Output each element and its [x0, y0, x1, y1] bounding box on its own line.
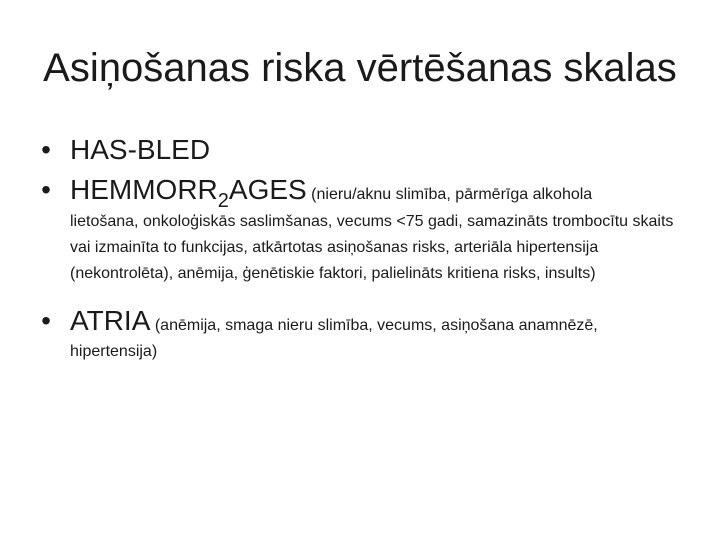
bullet-list: [36, 130, 676, 365]
bullet-detail-continuation: hipertensija): [70, 343, 158, 360]
bullet-main-text: [70, 174, 307, 212]
bullet-main-suffix: AGES: [228, 174, 307, 205]
bullet-main-text: HAS-BLED: [70, 134, 211, 165]
bullet-detail-first-line: (anēmija, smaga nieru slimība, vecums, asiņošana anamnēzē,: [154, 317, 598, 334]
bullet-main-subscript: 2: [217, 190, 229, 212]
bullet-dot-icon: •: [41, 134, 51, 165]
bullet-hemorr2hages: [36, 170, 676, 287]
slide-title: Asiņošanas riska vērtēšanas skalas: [43, 46, 677, 90]
bullet-dot-icon: •: [41, 305, 51, 336]
bullet-detail-first-line: (nieru/aknu slimība, pārmērīga alkohola: [311, 186, 593, 203]
bullet-detail-continuation: lietošana, onkoloģiskās saslimšanas, vecums <75 gadi, samazināts trombocītu skaits vai izmainīta to funkcijas, atkārtotas asiņošanas risks, arteriāla hipertensija (nekontrolēta), anēmija, ģenētiskie faktori, palielināts kritiena risks, insults): [70, 213, 674, 282]
bullet-has-bled: [36, 130, 676, 170]
bullet-main-text: ATRIA: [70, 305, 151, 336]
bullet-dot-icon: •: [41, 174, 51, 205]
bullet-main-prefix: HEMMORR: [70, 174, 218, 205]
bullet-atria: [36, 301, 676, 365]
